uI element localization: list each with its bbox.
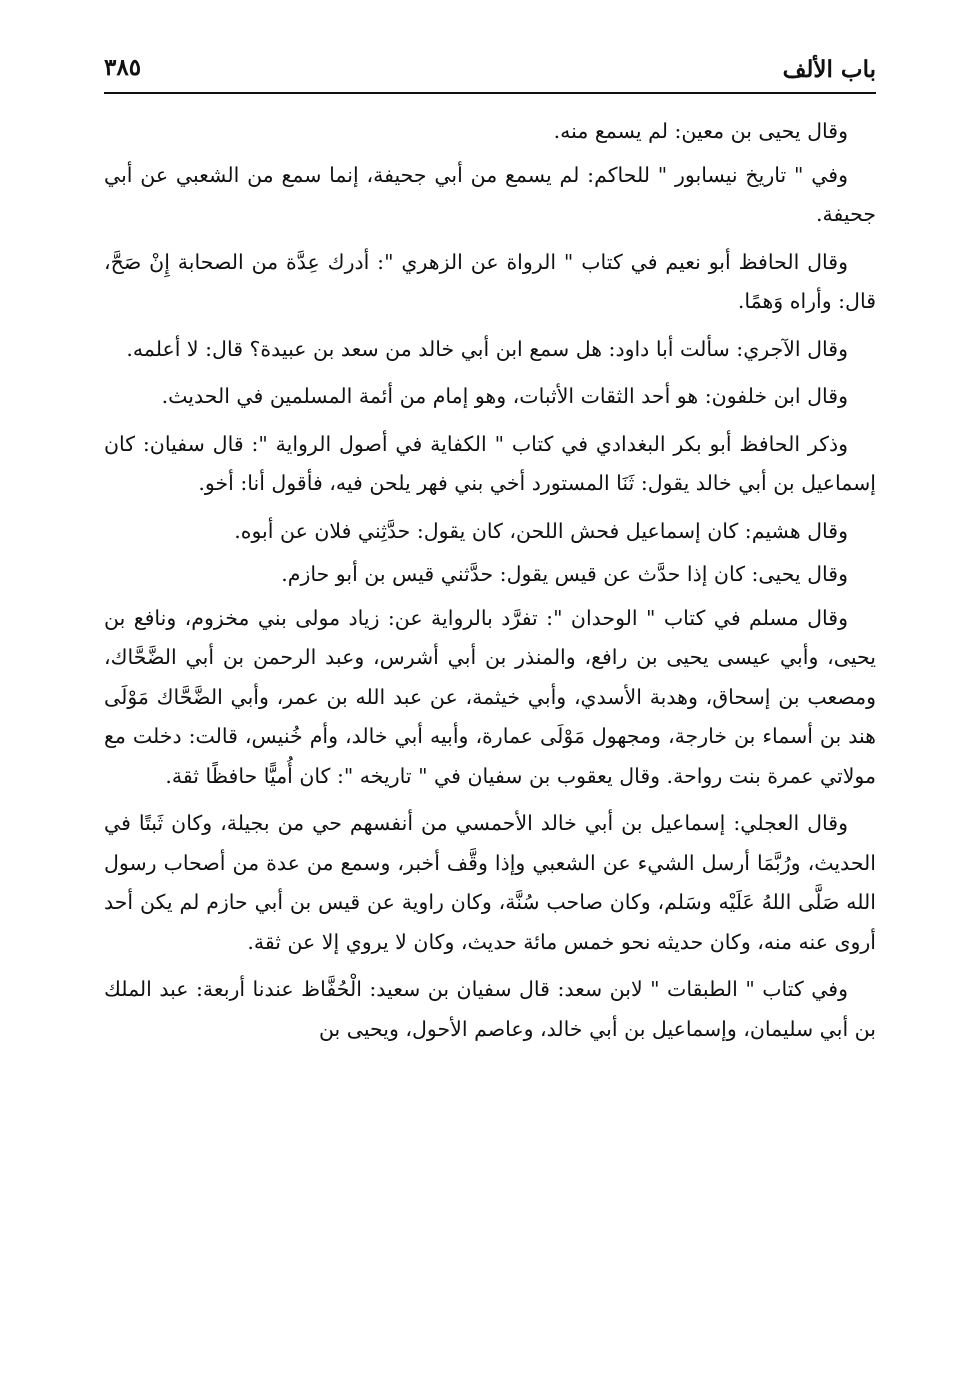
paragraph-1: وقال يحيى بن معين: لم يسمع منه. <box>553 119 848 143</box>
page <box>104 48 876 1057</box>
paragraph-6: وذكر الحافظ أبو بكر البغدادي في كتاب " الكفاية في أصول الرواية ": قال سفيان: كان إسماعيل بن أبي خالد يقول: ثَنَا المستورد أخي بني فهر يلحن فيه، فأقول أنا: أخو. <box>104 431 876 495</box>
paragraph-2: وفي " تاريخ نيسابور " للحاكم: لم يسمع من أبي جحيفة، إنما سمع من الشعبي عن أبي جحيفة. <box>104 162 876 226</box>
paragraph-4: وقال الآجري: سألت أبا داود: هل سمع ابن أبي خالد من سعد بن عبيدة؟ قال: لا أعلمه. <box>126 336 848 361</box>
page-number: ٣٨٥ <box>104 54 142 81</box>
paragraph-3: وقال الحافظ أبو نعيم في كتاب " الرواة عن الزهري ": أدرك عِدَّة من الصحابة إِنْ صَحَّ، قال: وأراه وَهمًا. <box>104 249 876 313</box>
paragraph-10: وقال العجلي: إسماعيل بن أبي خالد الأحمسي من أنفسهم حي من بجيلة، وكان ثَبتًا في الحديث، ورُبَّمَا أرسل الشيء عن الشعبي وإذا وقَّف أخبر، وسمع من عدة من أصحاب رسول الله صَلَّى اللهُ عَلَيْه وسَلم، وكان صاحب سُنَّة، وكان راوية عن قيس بن أبي حازم لم يكن أحد أروى عنه منه، وكان حديثه نحو خمس مائة حديث، وكان لا يروي إلا عن ثقة. <box>104 811 876 954</box>
paragraph-11: وفي كتاب " الطبقات " لابن سعد: قال سفيان بن سعيد: الْحُفَّاظ عندنا أربعة: عبد الملك بن أبي سليمان، وإسماعيل بن أبي خالد، وعاصم الأحول، ويحيى بن <box>104 977 876 1041</box>
body-text <box>104 112 876 1049</box>
paragraph-7: وقال هشيم: كان إسماعيل فحش اللحن، كان يقول: حدَّثِني فلان عن أبوه. <box>234 518 848 543</box>
paragraph-5: وقال ابن خلفون: هو أحد الثقات الأثبات، وهو إمام من أئمة المسلمين في الحديث. <box>161 384 848 408</box>
running-header <box>104 48 876 94</box>
chapter-title: باب الألف <box>782 56 876 83</box>
paragraph-9: وقال مسلم في كتاب " الوحدان ": تفرَّد بالرواية عن: زياد مولى بني مخزوم، ونافع بن يحيى، وأبي عيسى يحيى بن رافع، والمنذر بن أبي أشرس، وعبد الرحمن بن أبي الضَّحَّاك، ومصعب بن إسحاق، وهدبة الأسدي، وأبي خيثمة، عن عبد الله بن عمر، وأبي الضَّحَّاك مَوْلَى هند بن أسماء بن خارجة، ومجهول مَوْلَى عمارة، وأبيه أبي خالد، وأم خُنيس، قالت: دخلت مع مولاتي عمرة بنت رواحة. وقال يعقوب بن سفيان في " تاريخه ": كان أُميًّا حافظًا ثقة. <box>104 605 876 788</box>
paragraph-8: وقال يحيى: كان إذا حدَّث عن قيس يقول: حدَّثني قيس بن أبو حازم. <box>281 562 848 586</box>
